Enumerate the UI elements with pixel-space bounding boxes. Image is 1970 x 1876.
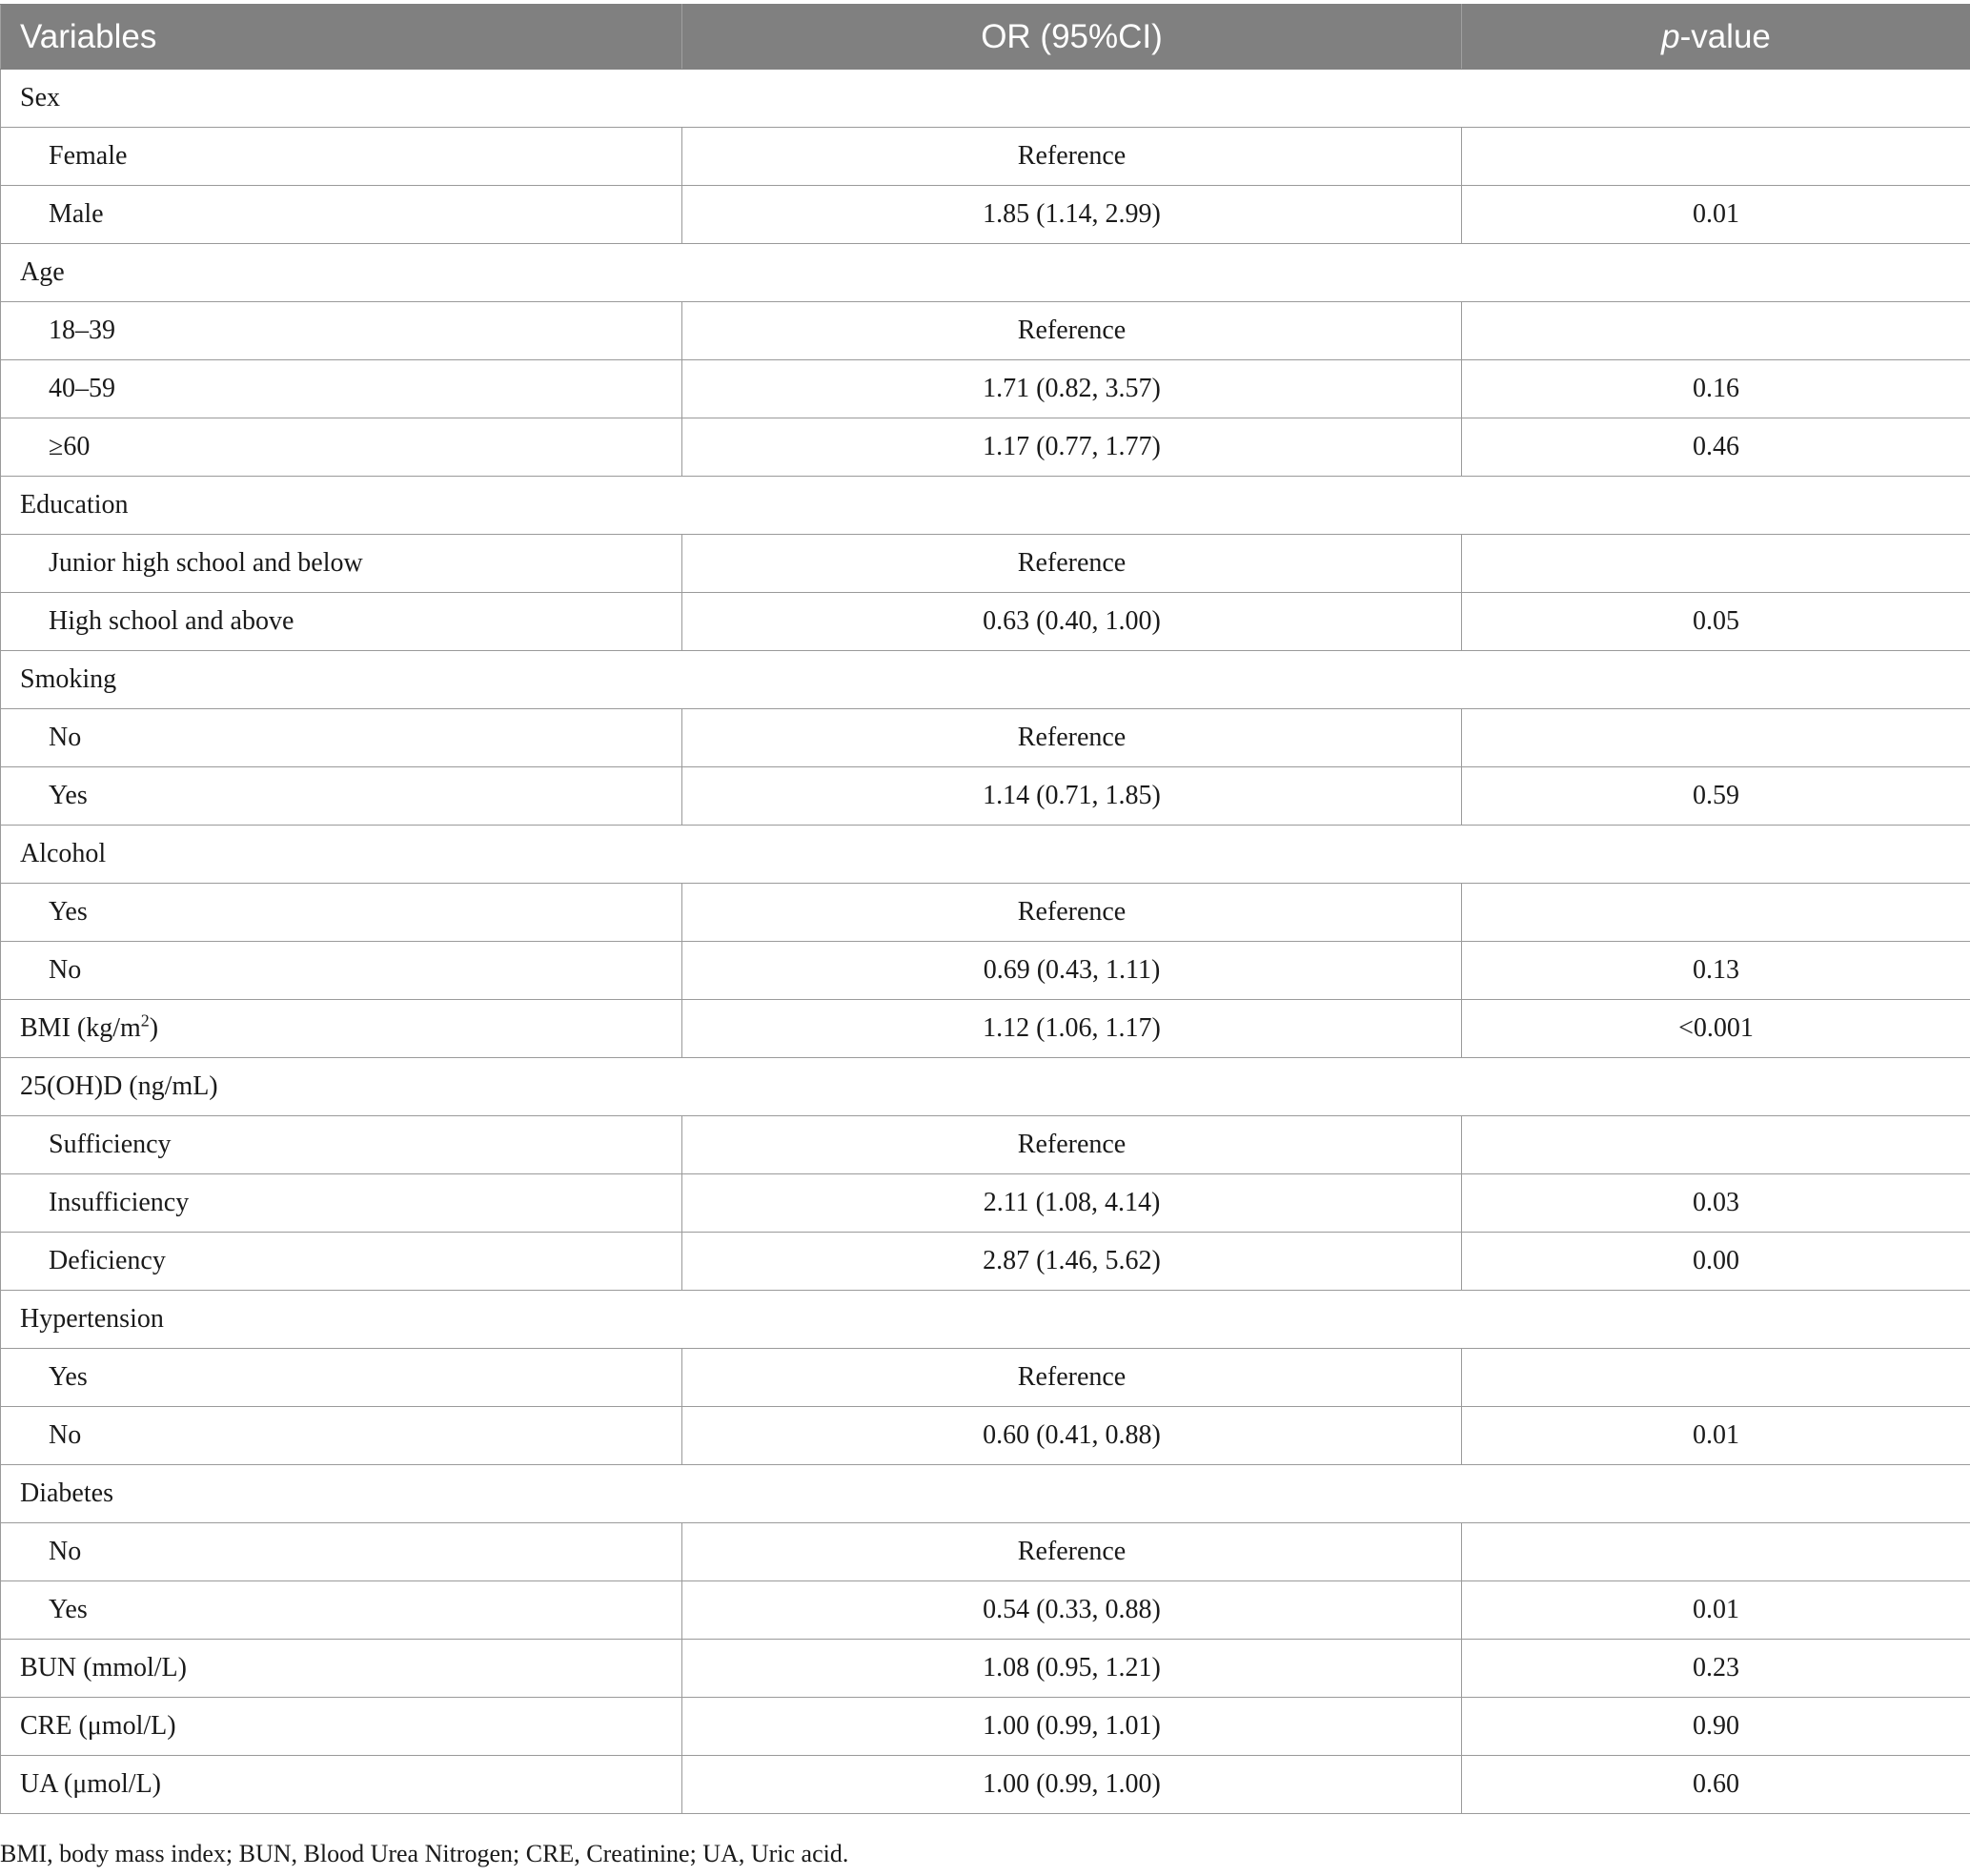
or-cell: 2.87 (1.46, 5.62) (682, 1233, 1462, 1291)
superscript: 2 (140, 1010, 150, 1030)
p-value-cell: 0.01 (1462, 1581, 1970, 1640)
table-row (1, 186, 1970, 244)
variable-cell: CRE (μmol/L) (1, 1698, 682, 1756)
header-p-italic: p (1661, 17, 1680, 55)
table-row (1, 1174, 1970, 1233)
or-cell: 0.60 (0.41, 0.88) (682, 1407, 1462, 1465)
p-value-cell: 0.60 (1462, 1756, 1970, 1814)
group-header-row (1, 70, 1970, 128)
or-cell: Reference (682, 709, 1462, 767)
table-row (1, 1640, 1970, 1698)
header-row (1, 5, 1970, 70)
variable-cell: No (1, 709, 682, 767)
group-header-row (1, 244, 1970, 302)
p-value-cell: 0.01 (1462, 1407, 1970, 1465)
p-value-cell (1462, 1349, 1970, 1407)
group-label: Education (1, 477, 1970, 535)
p-value-cell (1462, 884, 1970, 942)
group-header-row (1, 651, 1970, 709)
variable-cell: Yes (1, 1581, 682, 1640)
p-value-cell: 0.01 (1462, 186, 1970, 244)
or-cell: 1.14 (0.71, 1.85) (682, 767, 1462, 826)
p-value-cell (1462, 302, 1970, 360)
table-row (1, 418, 1970, 477)
table-footnote: BMI, body mass index; BUN, Blood Urea Nitrogen; CRE, Creatinine; UA, Uric acid. (0, 1840, 849, 1867)
table-row (1, 1116, 1970, 1174)
p-value-cell: 0.16 (1462, 360, 1970, 418)
p-value-cell: 0.90 (1462, 1698, 1970, 1756)
group-header-row (1, 1291, 1970, 1349)
or-cell: Reference (682, 1523, 1462, 1581)
group-header-row (1, 1058, 1970, 1116)
table-row (1, 360, 1970, 418)
group-label: Age (1, 244, 1970, 302)
variable-cell: Female (1, 128, 682, 186)
table-row (1, 709, 1970, 767)
group-label: Sex (1, 70, 1970, 128)
header-p-rest: -value (1679, 17, 1771, 55)
variable-cell: Yes (1, 767, 682, 826)
or-cell: 0.69 (0.43, 1.11) (682, 942, 1462, 1000)
p-value-cell (1462, 1116, 1970, 1174)
table-row (1, 1581, 1970, 1640)
variable-cell: No (1, 1407, 682, 1465)
table-row (1, 535, 1970, 593)
table-row (1, 1698, 1970, 1756)
table-body (1, 70, 1970, 1814)
or-cell: 1.17 (0.77, 1.77) (682, 418, 1462, 477)
p-value-cell: 0.00 (1462, 1233, 1970, 1291)
results-table-container (0, 4, 1970, 1814)
table-row (1, 767, 1970, 826)
table-row (1, 1233, 1970, 1291)
p-value-cell: 0.13 (1462, 942, 1970, 1000)
variable-cell: BUN (mmol/L) (1, 1640, 682, 1698)
p-value-cell (1462, 535, 1970, 593)
table-row (1, 1523, 1970, 1581)
table-row (1, 302, 1970, 360)
group-header-row (1, 477, 1970, 535)
table-row (1, 593, 1970, 651)
group-label: Smoking (1, 651, 1970, 709)
p-value-cell: 0.23 (1462, 1640, 1970, 1698)
group-header-row (1, 826, 1970, 884)
table-row (1, 942, 1970, 1000)
or-cell: Reference (682, 1116, 1462, 1174)
variable-cell: Yes (1, 884, 682, 942)
variable-cell: No (1, 1523, 682, 1581)
or-cell: Reference (682, 128, 1462, 186)
p-value-cell: <0.001 (1462, 1000, 1970, 1058)
group-label: Hypertension (1, 1291, 1970, 1349)
or-cell: Reference (682, 884, 1462, 942)
odds-ratio-table (0, 4, 1970, 1814)
or-cell: 1.00 (0.99, 1.01) (682, 1698, 1462, 1756)
variable-cell: No (1, 942, 682, 1000)
p-value-cell: 0.46 (1462, 418, 1970, 477)
variable-label-suffix: ) (149, 1013, 159, 1043)
p-value-cell: 0.03 (1462, 1174, 1970, 1233)
variable-cell: Insufficiency (1, 1174, 682, 1233)
table-row (1, 1000, 1970, 1058)
p-value-cell: 0.05 (1462, 593, 1970, 651)
or-cell: 0.54 (0.33, 0.88) (682, 1581, 1462, 1640)
group-header-row (1, 1465, 1970, 1523)
or-cell: 1.12 (1.06, 1.17) (682, 1000, 1462, 1058)
variable-label: BMI (kg/m (20, 1013, 141, 1043)
or-cell: Reference (682, 1349, 1462, 1407)
or-cell: 1.85 (1.14, 2.99) (682, 186, 1462, 244)
group-label: Diabetes (1, 1465, 1970, 1523)
header-or: OR (95%CI) (682, 5, 1462, 70)
or-cell: 2.11 (1.08, 4.14) (682, 1174, 1462, 1233)
or-cell: 1.08 (0.95, 1.21) (682, 1640, 1462, 1698)
table-header (1, 5, 1970, 70)
group-label: 25(OH)D (ng/mL) (1, 1058, 1970, 1116)
table-row (1, 1756, 1970, 1814)
p-value-cell: 0.59 (1462, 767, 1970, 826)
table-row (1, 128, 1970, 186)
variable-cell: ≥60 (1, 418, 682, 477)
group-label: Alcohol (1, 826, 1970, 884)
table-row (1, 1349, 1970, 1407)
or-cell: Reference (682, 302, 1462, 360)
variable-cell: Junior high school and below (1, 535, 682, 593)
variable-cell: Yes (1, 1349, 682, 1407)
or-cell: 1.71 (0.82, 3.57) (682, 360, 1462, 418)
variable-cell (1, 1000, 682, 1058)
p-value-cell (1462, 128, 1970, 186)
variable-cell: Sufficiency (1, 1116, 682, 1174)
variable-cell: 18–39 (1, 302, 682, 360)
p-value-cell (1462, 1523, 1970, 1581)
or-cell: 1.00 (0.99, 1.00) (682, 1756, 1462, 1814)
variable-cell: High school and above (1, 593, 682, 651)
table-row (1, 884, 1970, 942)
variable-cell: Deficiency (1, 1233, 682, 1291)
or-cell: Reference (682, 535, 1462, 593)
p-value-cell (1462, 709, 1970, 767)
variable-cell: 40–59 (1, 360, 682, 418)
variable-cell: Male (1, 186, 682, 244)
header-p-value (1462, 5, 1970, 70)
variable-cell: UA (μmol/L) (1, 1756, 682, 1814)
header-variables: Variables (1, 5, 682, 70)
or-cell: 0.63 (0.40, 1.00) (682, 593, 1462, 651)
table-row (1, 1407, 1970, 1465)
